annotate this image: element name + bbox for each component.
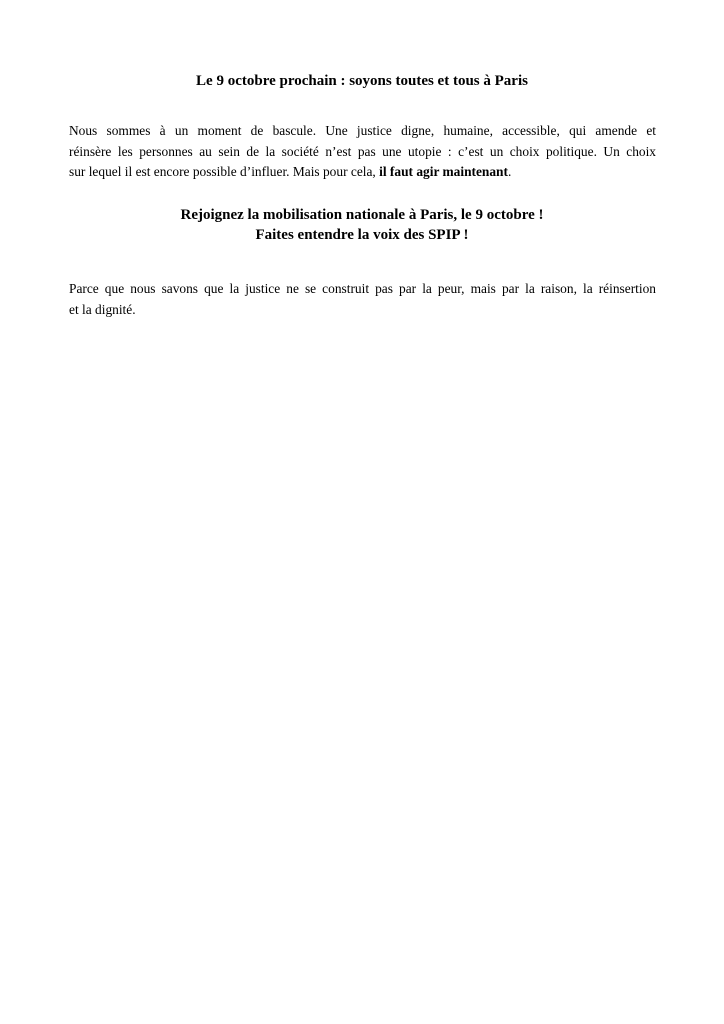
paragraph-intro	[69, 121, 656, 183]
emphasis-act-now: il faut agir maintenant	[379, 164, 508, 179]
paragraph-intro-line-3-end: .	[507, 164, 512, 179]
callout-line-2: Faites entendre la voix des SPIP !	[255, 227, 469, 243]
paragraph-closing-line-1: Parce que nous savons que la justice ne se construit pas par la peur, mais par la raison, la réinsertion	[69, 281, 656, 296]
paragraph-intro-line-3	[69, 162, 656, 183]
callout-line-1: Rejoignez la mobilisation nationale à Paris, le 9 octobre !	[180, 207, 544, 223]
mobilisation-callout	[0, 205, 724, 245]
paragraph-intro-line-3-text: sur lequel il est encore possible d’influer. Mais pour cela,	[69, 164, 380, 179]
paragraph-closing	[69, 279, 656, 320]
paragraph-closing-line-2: et la dignité.	[69, 301, 136, 317]
document-title: Le 9 octobre prochain : soyons toutes et tous à Paris	[196, 73, 528, 89]
paragraph-intro-line-1: Nous sommes à un moment de bascule. Une justice digne, humaine, accessible, qui amende et	[69, 123, 656, 138]
paragraph-intro-line-2: réinsère les personnes au sein de la société n’est pas une utopie : c’est un choix politique. Un choix	[69, 143, 656, 159]
